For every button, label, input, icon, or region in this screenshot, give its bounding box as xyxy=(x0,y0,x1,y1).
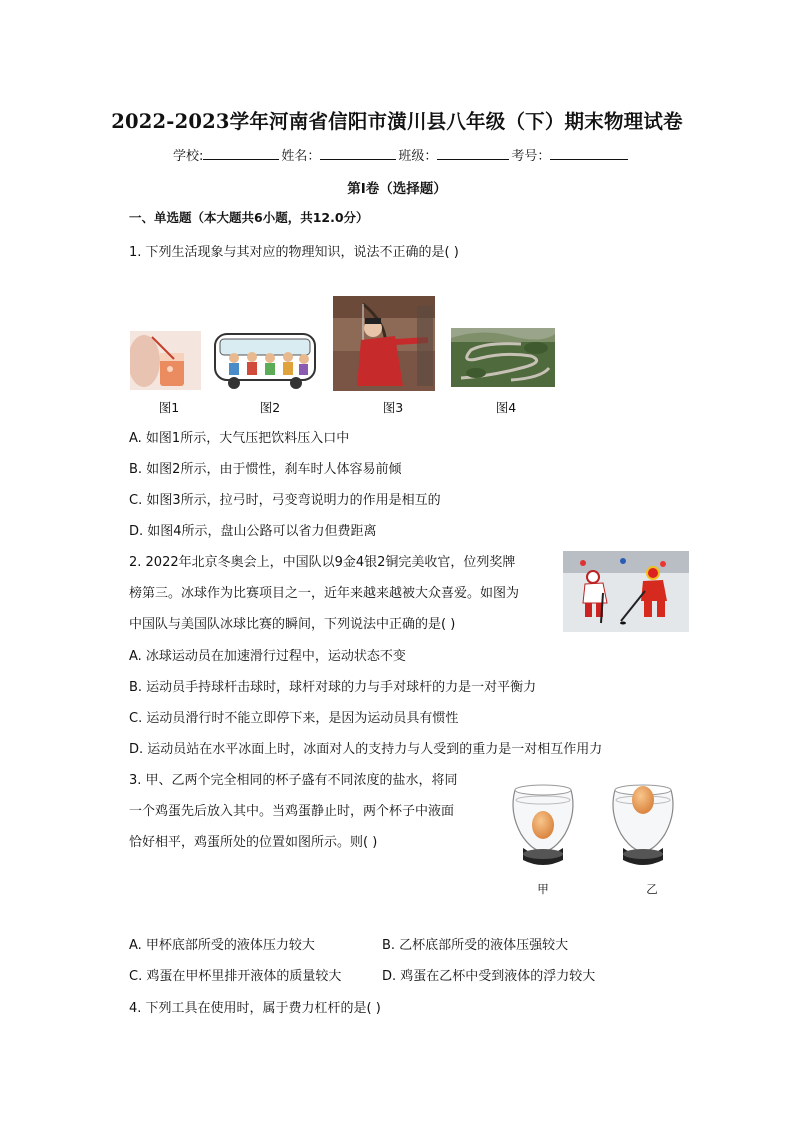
figure-1-drink-image xyxy=(130,331,201,390)
cup-yi-label: 乙 xyxy=(646,882,658,896)
question-2-option-d: D. 运动员站在水平冰面上时，冰面对人的支持力与人受到的重力是一对相互作用力 xyxy=(129,742,603,757)
question-3-option-b: B. 乙杯底部所受的液体压强较大 xyxy=(382,938,569,953)
question-4-stem: 4. 下列工具在使用时，属于费力杠杆的是( ) xyxy=(129,1001,381,1016)
question-1-option-b: B. 如图2所示，由于惯性，刹车时人体容易前倾 xyxy=(129,462,402,477)
figure-4-caption: 图4 xyxy=(495,400,517,415)
egg-cups-image xyxy=(503,772,683,872)
section-title: 第Ⅰ卷（选择题） xyxy=(347,181,447,197)
school-blank xyxy=(203,145,279,160)
ice-hockey-image xyxy=(563,551,689,632)
exam-no-label: 考号： xyxy=(511,149,551,164)
student-info-row xyxy=(173,145,630,164)
question-1-option-d: D. 如图4所示，盘山公路可以省力但费距离 xyxy=(129,524,377,539)
question-3-option-a: A. 甲杯底部所受的液体压力较大 xyxy=(129,938,315,953)
page-title: 2022-2023学年河南省信阳市潢川县八年级（下）期末物理试卷 xyxy=(111,110,683,133)
exam-no-blank xyxy=(550,145,628,160)
question-3-option-d: D. 鸡蛋在乙杯中受到液体的浮力较大 xyxy=(382,969,596,984)
question-1-option-c: C. 如图3所示，拉弓时，弓变弯说明力的作用是相互的 xyxy=(129,493,441,508)
class-blank xyxy=(437,145,509,160)
question-2-stem-line-1: 2. 2022年北京冬奥会上，中国队以9金4银2铜完美收官，位列奖牌 xyxy=(129,555,516,570)
question-2-option-c: C. 运动员滑行时不能立即停下来，是因为运动员具有惯性 xyxy=(129,711,459,726)
figure-1-caption: 图1 xyxy=(158,400,180,415)
figure-3-archer-image xyxy=(333,296,435,391)
question-1-option-a: A. 如图1所示，大气压把饮料压入口中 xyxy=(129,431,350,446)
name-blank xyxy=(320,145,396,160)
question-2-stem-line-3: 中国队与美国队冰球比赛的瞬间，下列说法中正确的是( ) xyxy=(129,617,456,632)
question-3-stem-line-2: 一个鸡蛋先后放入其中。当鸡蛋静止时，两个杯子中液面 xyxy=(129,804,455,819)
question-3-option-c: C. 鸡蛋在甲杯里排开液体的质量较大 xyxy=(129,969,342,984)
question-2-option-a: A. 冰球运动员在加速滑行过程中，运动状态不变 xyxy=(129,649,406,664)
class-label: 班级： xyxy=(398,149,438,164)
question-2-option-b: B. 运动员手持球杆击球时，球杆对球的力与手对球杆的力是一对平衡力 xyxy=(129,680,537,695)
name-label: 姓名： xyxy=(281,149,321,164)
figure-3-caption: 图3 xyxy=(382,400,404,415)
part-heading: 一、单选题（本大题共6小题，共12.0分） xyxy=(129,210,369,225)
school-label: 学校: xyxy=(173,149,204,164)
question-3-stem-line-1: 3. 甲、乙两个完全相同的杯子盛有不同浓度的盐水，将同 xyxy=(129,773,458,788)
question-3-stem-line-3: 恰好相平，鸡蛋所处的位置如图所示。则( ) xyxy=(129,835,378,850)
question-1-stem: 1. 下列生活现象与其对应的物理知识，说法不正确的是( ) xyxy=(129,245,459,260)
figure-2-bus-image xyxy=(212,328,319,391)
question-2-stem-line-2: 榜第三。冰球作为比赛项目之一，近年来越来越被大众喜爱。如图为 xyxy=(129,586,520,601)
cup-jia-label: 甲 xyxy=(537,882,549,896)
figure-2-caption: 图2 xyxy=(259,400,281,415)
figure-4-mountain-road-image xyxy=(451,328,555,387)
